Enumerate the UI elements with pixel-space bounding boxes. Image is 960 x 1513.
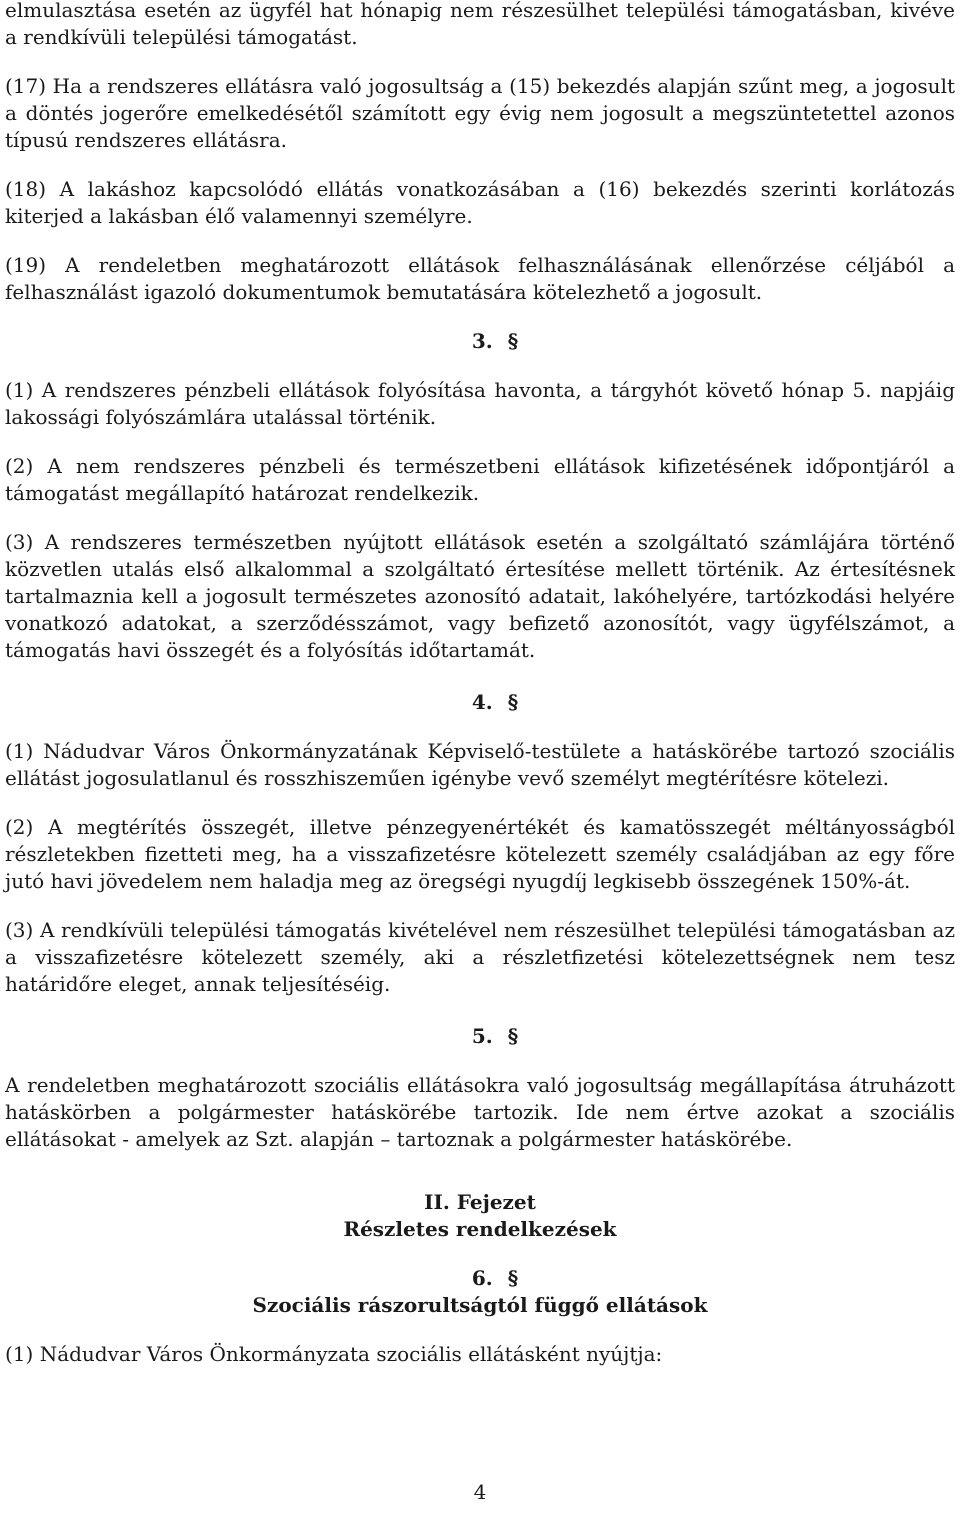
paragraph-19: (19) A rendeletben meghatározott ellátások felhasználásának ellenőrzése céljából a felhasználást igazoló dokumentumok bemutatására kötelezhető a jogosult. — [5, 253, 955, 304]
section-sign: § — [507, 329, 519, 353]
paragraph-18: (18) A lakáshoz kapcsolódó ellátás vonatkozásában a (16) bekezdés szerinti korlátozás kiterjed a lakásban élő valamennyi személyre. — [5, 177, 955, 228]
section-heading-5 — [5, 1023, 955, 1050]
section6-paragraph-1: (1) Nádudvar Város Önkormányzata szociális ellátásként nyújtja: — [5, 1342, 663, 1366]
section4-paragraph-3: (3) A rendkívüli települési támogatás kivételével nem részesülhet települési támogatásban az a visszafizetésre kötelezett személy, aki a részletfizetési kötelezettségnek nem tesz határidőre eleget, annak teljesítéséig. — [5, 918, 955, 996]
section-heading-6 — [5, 1265, 955, 1292]
section6-title: Szociális rászorultságtól függő ellátások — [252, 1293, 708, 1317]
section3-paragraph-1: (1) A rendszeres pénzbeli ellátások folyósítása havonta, a tárgyhót követő hónap 5. napjáig lakossági folyószámlára utalással történik. — [5, 378, 955, 429]
section-sign: § — [507, 690, 519, 714]
section-number: 3. — [471, 329, 493, 353]
document-page — [5, 0, 955, 1368]
paragraph-17: (17) Ha a rendszeres ellátásra való jogosultság a (15) bekezdés alapján szűnt meg, a jogosult a döntés jogerőre emelkedésétől számított egy évig nem jogosult a megszüntetettel azonos típusú rendszeres ellátásra. — [5, 74, 955, 152]
section-number: 5. — [471, 1024, 493, 1048]
page-number: 4 — [473, 1480, 487, 1504]
chapter-title: II. Fejezet — [424, 1190, 536, 1214]
section-heading-4 — [5, 689, 955, 716]
section4-paragraph-1: (1) Nádudvar Város Önkormányzatának Képviselő-testülete a hatáskörébe tartozó szociális ellátást jogosulatlanul és rosszhiszeműen igénybe vevő személyt megtérítésre kötelezi. — [5, 739, 955, 790]
chapter-subtitle: Részletes rendelkezések — [343, 1217, 617, 1241]
section4-paragraph-2: (2) A megtérítés összegét, illetve pénzegyenértékét és kamatösszegét méltányosságból részletekben fizetteti meg, ha a visszafizetésre kötelezett személy családjában az egy főre jutó havi jövedelem nem haladja meg az öregségi nyugdíj legkisebb összegének 150%-át. — [5, 815, 955, 893]
section-number: 6. — [471, 1266, 493, 1290]
section-sign: § — [507, 1266, 519, 1290]
paragraph-continuation: elmulasztása esetén az ügyfél hat hónapig nem részesülhet települési támogatásban, kivéve a rendkívüli települési támogatást. — [5, 0, 955, 49]
section3-paragraph-3: (3) A rendszeres természetben nyújtott ellátások esetén a szolgáltató számlájára történő közvetlen utalás első alkalommal a szolgáltató értesítése mellett történik. Az értesítésnek tartalmaznia kell a jogosult természetes azonosító adatait, lakóhelyére, tartózkodási helyére vonatkozó adatokat, a szerződésszámot, vagy befizető azonosítót, vagy ügyfélszámot, a támogatás havi összegét és a folyósítás időtartamát. — [5, 530, 955, 662]
section-number: 4. — [471, 690, 493, 714]
section3-paragraph-2: (2) A nem rendszeres pénzbeli és természetbeni ellátások kifizetésének időpontjáról a támogatást megállapító határozat rendelkezik. — [5, 454, 955, 505]
section-sign: § — [507, 1024, 519, 1048]
section5-paragraph-1: A rendeletben meghatározott szociális ellátásokra való jogosultság megállapítása átruházott hatáskörben a polgármester hatáskörébe tartozik. Ide nem értve azokat a szociális ellátásokat - amelyek az Szt. alapján – tartoznak a polgármester hatáskörébe. — [5, 1073, 955, 1151]
section-heading-3 — [5, 328, 955, 355]
